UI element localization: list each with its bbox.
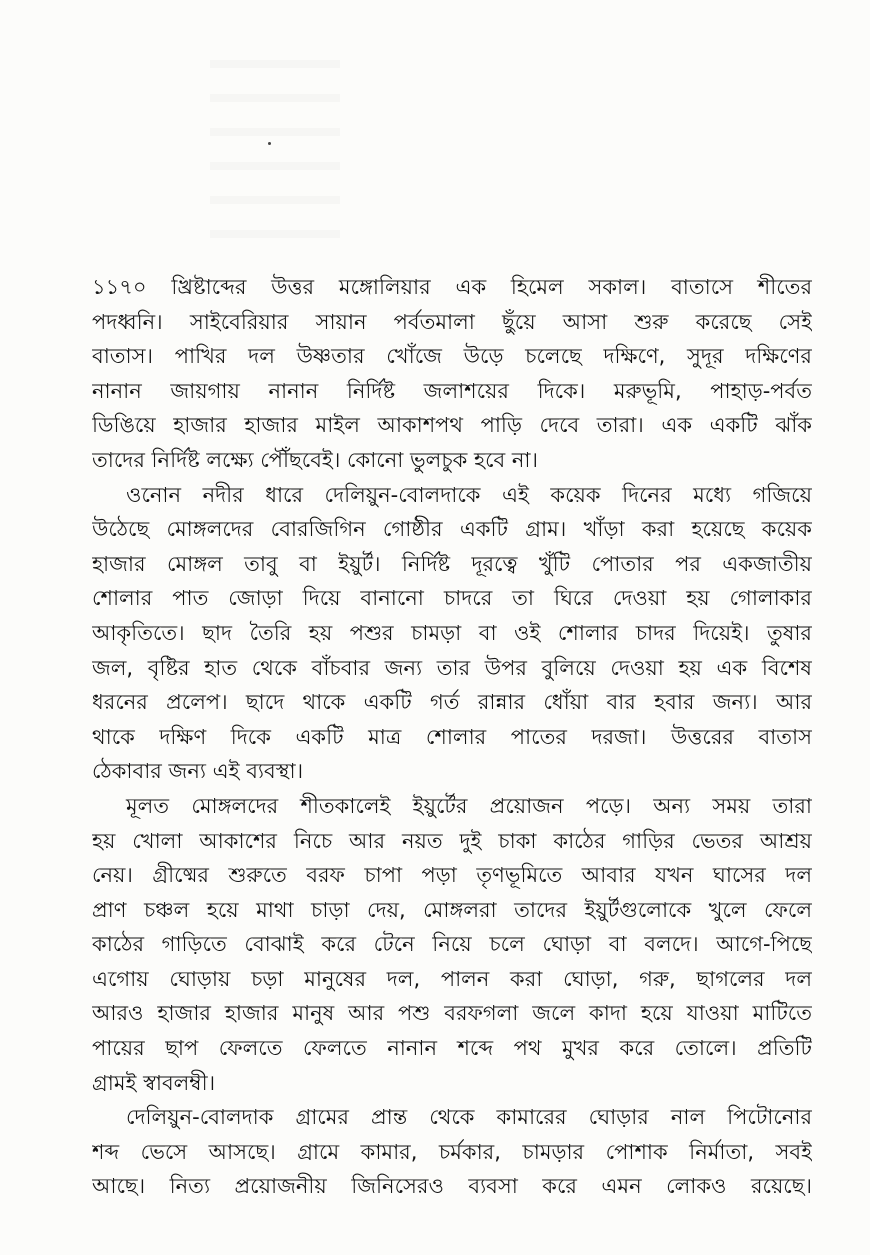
text-line: থাকে দক্ষিণ দিকে একটি মাত্র শোলার পাতের দরজা। উত্তরের বাতাস [92,724,812,749]
bleed-through-text [210,60,340,260]
body-text [92,270,812,1204]
paragraph-2 [92,478,812,789]
text-line: আছে। নিত্য প্রয়োজনীয় জিনিসেরও ব্যবসা করে এমন লোকও রয়েছে। [92,1174,812,1199]
text-line: মূলত মোঙ্গলদের শীতকালেই ইয়ুর্টের প্রয়োজন পড়ে। অন্য সময় তারা [126,793,812,818]
text-line: কাঠের গাড়িতে বোঝাই করে টেনে নিয়ে চলে ঘোড়া বা বলদে। আগে-পিছে [92,932,812,957]
text-line: হয় খোলা আকাশের নিচে আর নয়ত দুই চাকা কাঠের গাড়ির ভেতর আশ্রয় [92,828,812,853]
text-line: শোলার পাত জোড়া দিয়ে বানানো চাদরে তা ঘিরে দেওয়া হয় গোলাকার [92,586,812,611]
text-line: ঠেকাবার জন্য এই ব্যবস্থা। [92,759,304,784]
text-line: দেলিয়ুন-বোলদাক গ্রামের প্রান্ত থেকে কামারের ঘোড়ার নাল পিটোনোর [126,1105,812,1130]
text-line: নেয়। গ্রীষ্মের শুরুতে বরফ চাপা পড়া তৃণভূমিতে আবার যখন ঘাসের দল [92,863,812,888]
text-line: তাদের নির্দিষ্ট লক্ষ্যে পৌঁছবেই। কোনো ভুলচুক হবে না। [92,447,539,472]
text-line: আকৃতিতে। ছাদ তৈরি হয় পশুর চামড়া বা ওই শোলার চাদর দিয়েই। তুষার [92,620,812,645]
ink-speck [268,142,271,145]
text-line: ওনোন নদীর ধারে দেলিয়ুন-বোলদাকে এই কয়েক দিনের মধ্যে গজিয়ে [126,482,812,507]
text-line: উঠেছে মোঙ্গলদের বোরজিগিন গোষ্ঠীর একটি গ্রাম। খাঁড়া করা হয়েছে কয়েক [92,517,812,542]
text-line: শব্দ ভেসে আসছে। গ্রামে কামার, চর্মকার, চামড়ার পোশাক নির্মাতা, সবই [92,1139,812,1164]
paragraph-1 [92,270,812,478]
text-line: প্রাণ চঞ্চল হয়ে মাথা চাড়া দেয়, মোঙ্গলরা তাদের ইয়ুর্টগুলোকে খুলে ফেলে [92,897,812,922]
text-line: নানান জায়গায় নানান নির্দিষ্ট জলাশয়ের দিকে। মরুভূমি, পাহাড়-পর্বত [92,378,812,403]
paragraph-4 [92,1100,812,1204]
text-line: ধরনের প্রলেপ। ছাদে থাকে একটি গর্ত রান্নার ধোঁয়া বার হবার জন্য। আর [92,690,812,715]
text-line: এগোয় ঘোড়ায় চড়া মানুষের দল, পালন করা ঘোড়া, গরু, ছাগলের দল [92,966,812,991]
text-line: জল, বৃষ্টির হাত থেকে বাঁচবার জন্য তার উপর বুলিয়ে দেওয়া হয় এক বিশেষ [92,655,812,680]
text-line: পদধ্বনি। সাইবেরিয়ার সায়ান পর্বতমালা ছুঁয়ে আসা শুরু করেছে সেই [92,309,812,334]
text-line: হাজার মোঙ্গল তাবু বা ইয়ুর্ট। নির্দিষ্ট দূরত্বে খুঁটি পোতার পর একজাতীয় [92,551,812,576]
text-line: পায়ের ছাপ ফেলতে ফেলতে নানান শব্দে পথ মুখর করে তোলে। প্রতিটি [92,1036,812,1061]
text-line: ১১৭০ খ্রিষ্টাব্দের উত্তর মঙ্গোলিয়ার এক হিমেল সকাল। বাতাসে শীতের [92,275,812,299]
text-line: গ্রামই স্বাবলম্বী। [92,1070,216,1095]
text-line: আরও হাজার হাজার মানুষ আর পশু বরফগলা জলে কাদা হয়ে যাওয়া মাটিতে [92,1001,812,1026]
text-line: বাতাস। পাখির দল উষ্ণতার খোঁজে উড়ে চলেছে দক্ষিণে, সুদূর দক্ষিণের [92,344,812,369]
paragraph-3 [92,789,812,1100]
text-line: ডিঙিয়ে হাজার হাজার মাইল আকাশপথ পাড়ি দেবে তারা। এক একটি ঝাঁক [92,413,812,438]
